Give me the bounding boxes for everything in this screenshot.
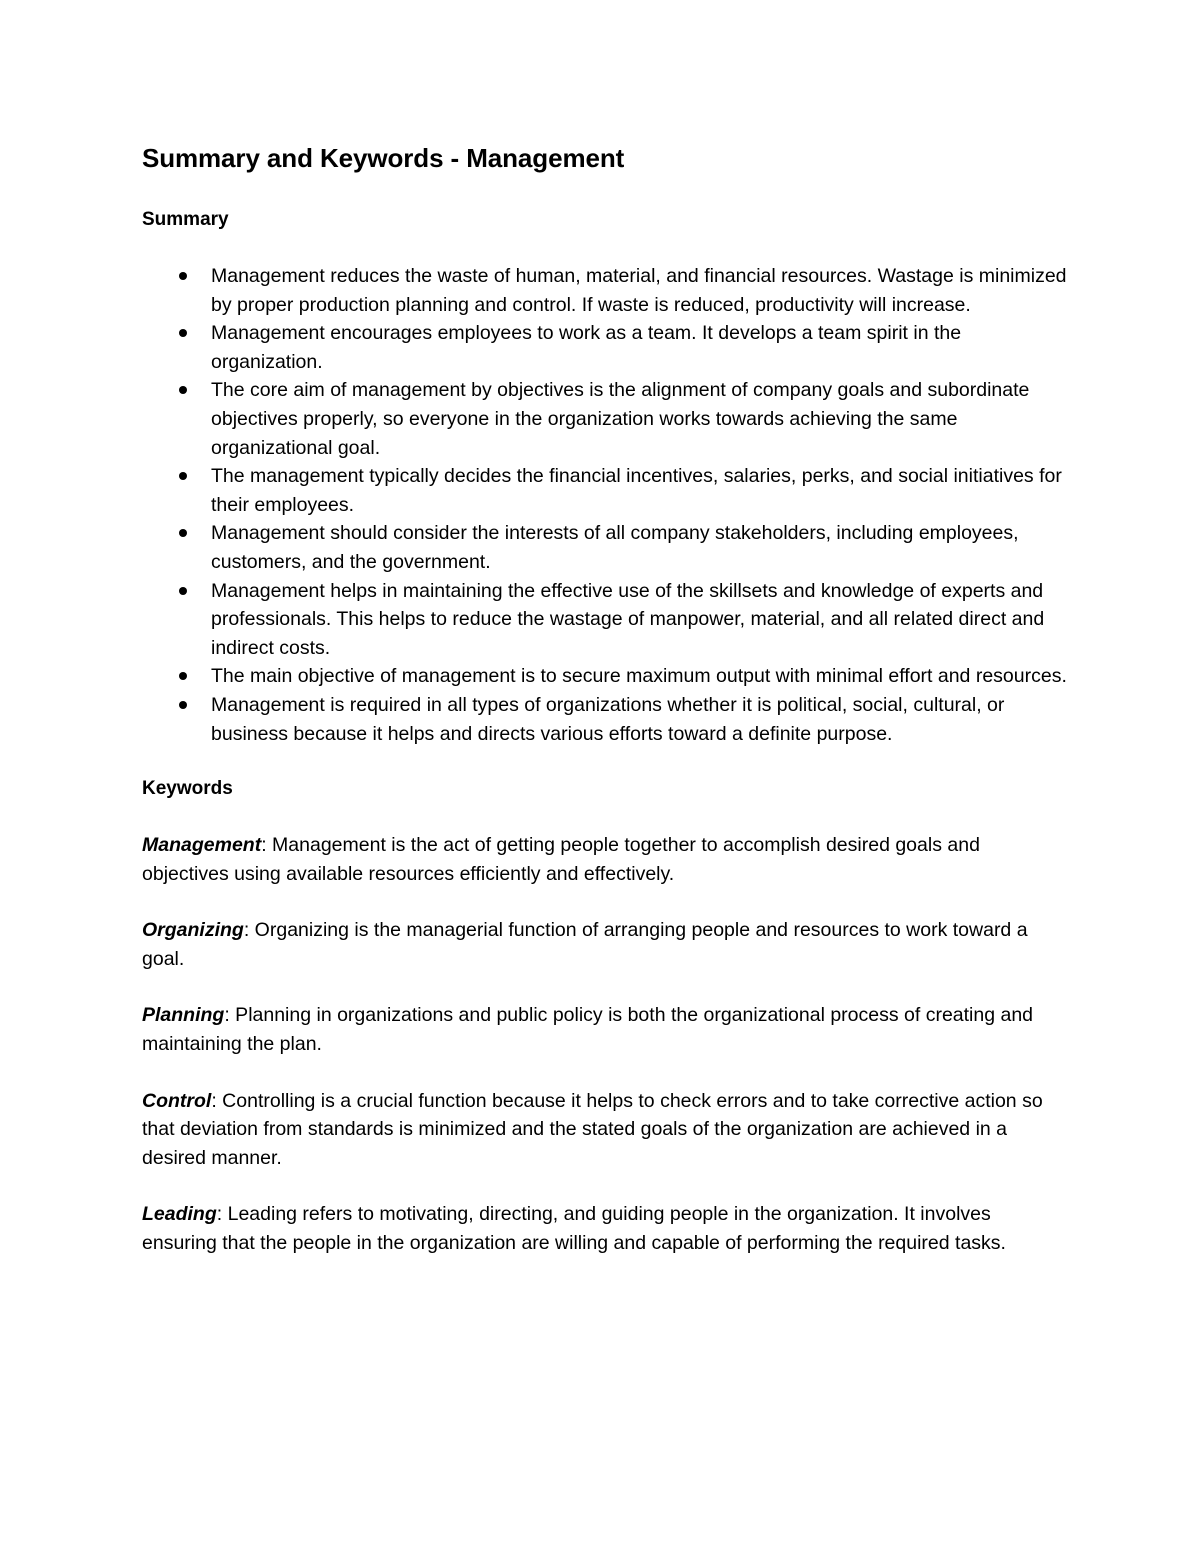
summary-item xyxy=(142,519,1071,576)
summary-item-text: The main objective of management is to secure maximum output with minimal effort and resources. xyxy=(211,665,1067,688)
keyword-control xyxy=(142,1087,1062,1173)
summary-item xyxy=(142,691,1071,748)
keyword-separator: : xyxy=(211,1089,217,1112)
document-page xyxy=(142,140,1067,1258)
keyword-leading xyxy=(142,1200,1062,1257)
keyword-term: Control xyxy=(142,1089,212,1112)
summary-item xyxy=(142,262,1071,319)
summary-item-text: Management is required in all types of organizations whether it is political, social, cultural, or business because it helps and directs various efforts toward a definite purpose. xyxy=(211,693,1005,745)
summary-item xyxy=(142,577,1071,663)
summary-item-text: The core aim of management by objectives is the alignment of company goals and subordinate objectives properly, so everyone in the organization works towards achieving the same organizational goal. xyxy=(211,379,1030,459)
bullet-icon xyxy=(179,587,187,595)
bullet-icon xyxy=(179,701,187,709)
keyword-definition: Organizing is the managerial function of arranging people and resources to work toward a goal. xyxy=(142,919,1028,970)
bullet-icon xyxy=(179,472,187,480)
bullet-icon xyxy=(179,272,187,280)
summary-item-text: Management reduces the waste of human, material, and financial resources. Wastage is minimized by proper production planning and control. If waste is reduced, productivity will increase. xyxy=(211,265,1067,316)
keyword-organizing xyxy=(142,916,1062,973)
summary-item-text: Management should consider the interests of all company stakeholders, including employees, customers, and the government. xyxy=(211,522,1019,573)
summary-item-text: The management typically decides the financial incentives, salaries, perks, and social initiatives for their employees. xyxy=(211,465,1062,516)
summary-list xyxy=(142,262,1067,748)
keyword-term: Organizing xyxy=(142,919,244,942)
summary-item xyxy=(142,319,1071,376)
keyword-term: Leading xyxy=(142,1203,217,1226)
keyword-definition: Management is the act of getting people together to accomplish desired goals and objectives using available resources efficiently and effectively. xyxy=(142,834,980,885)
keyword-term: Management xyxy=(142,834,262,857)
summary-item-text: Management encourages employees to work as a team. It develops a team spirit in the organization. xyxy=(211,322,962,373)
keyword-definition: Controlling is a crucial function because it helps to check errors and to take corrective action so that deviation from standards is minimized and the stated goals of the organization are achieved in a desired manner. xyxy=(142,1089,1043,1169)
summary-item xyxy=(142,662,1071,691)
keyword-term: Planning xyxy=(142,1004,225,1027)
bullet-icon xyxy=(179,386,187,394)
keyword-separator: : xyxy=(216,1203,223,1226)
keyword-separator: : xyxy=(261,834,267,857)
bullet-icon xyxy=(179,329,187,337)
keywords-heading: Keywords xyxy=(142,778,233,800)
keyword-definition: Leading refers to motivating, directing, and guiding people in the organization. It involves ensuring that the people in the organization are willing and capable of performing the required tasks. xyxy=(142,1203,1006,1255)
keyword-planning xyxy=(142,1001,1062,1058)
keyword-separator: : xyxy=(243,919,250,942)
summary-item-text: Management helps in maintaining the effective use of the skillsets and knowledge of experts and professionals. This helps to reduce the wastage of manpower, material, and all related direct and indirect costs. xyxy=(211,579,1045,659)
keyword-definition: Planning in organizations and public policy is both the organizational process of creating and maintaining the plan. xyxy=(142,1004,1034,1056)
keyword-management xyxy=(142,831,1062,888)
summary-item xyxy=(142,376,1071,462)
summary-item xyxy=(142,462,1071,519)
bullet-icon xyxy=(179,672,187,680)
page-title: Summary and Keywords - Management xyxy=(142,143,625,173)
summary-heading: Summary xyxy=(142,209,229,230)
keyword-separator: : xyxy=(224,1004,230,1027)
bullet-icon xyxy=(179,529,187,537)
